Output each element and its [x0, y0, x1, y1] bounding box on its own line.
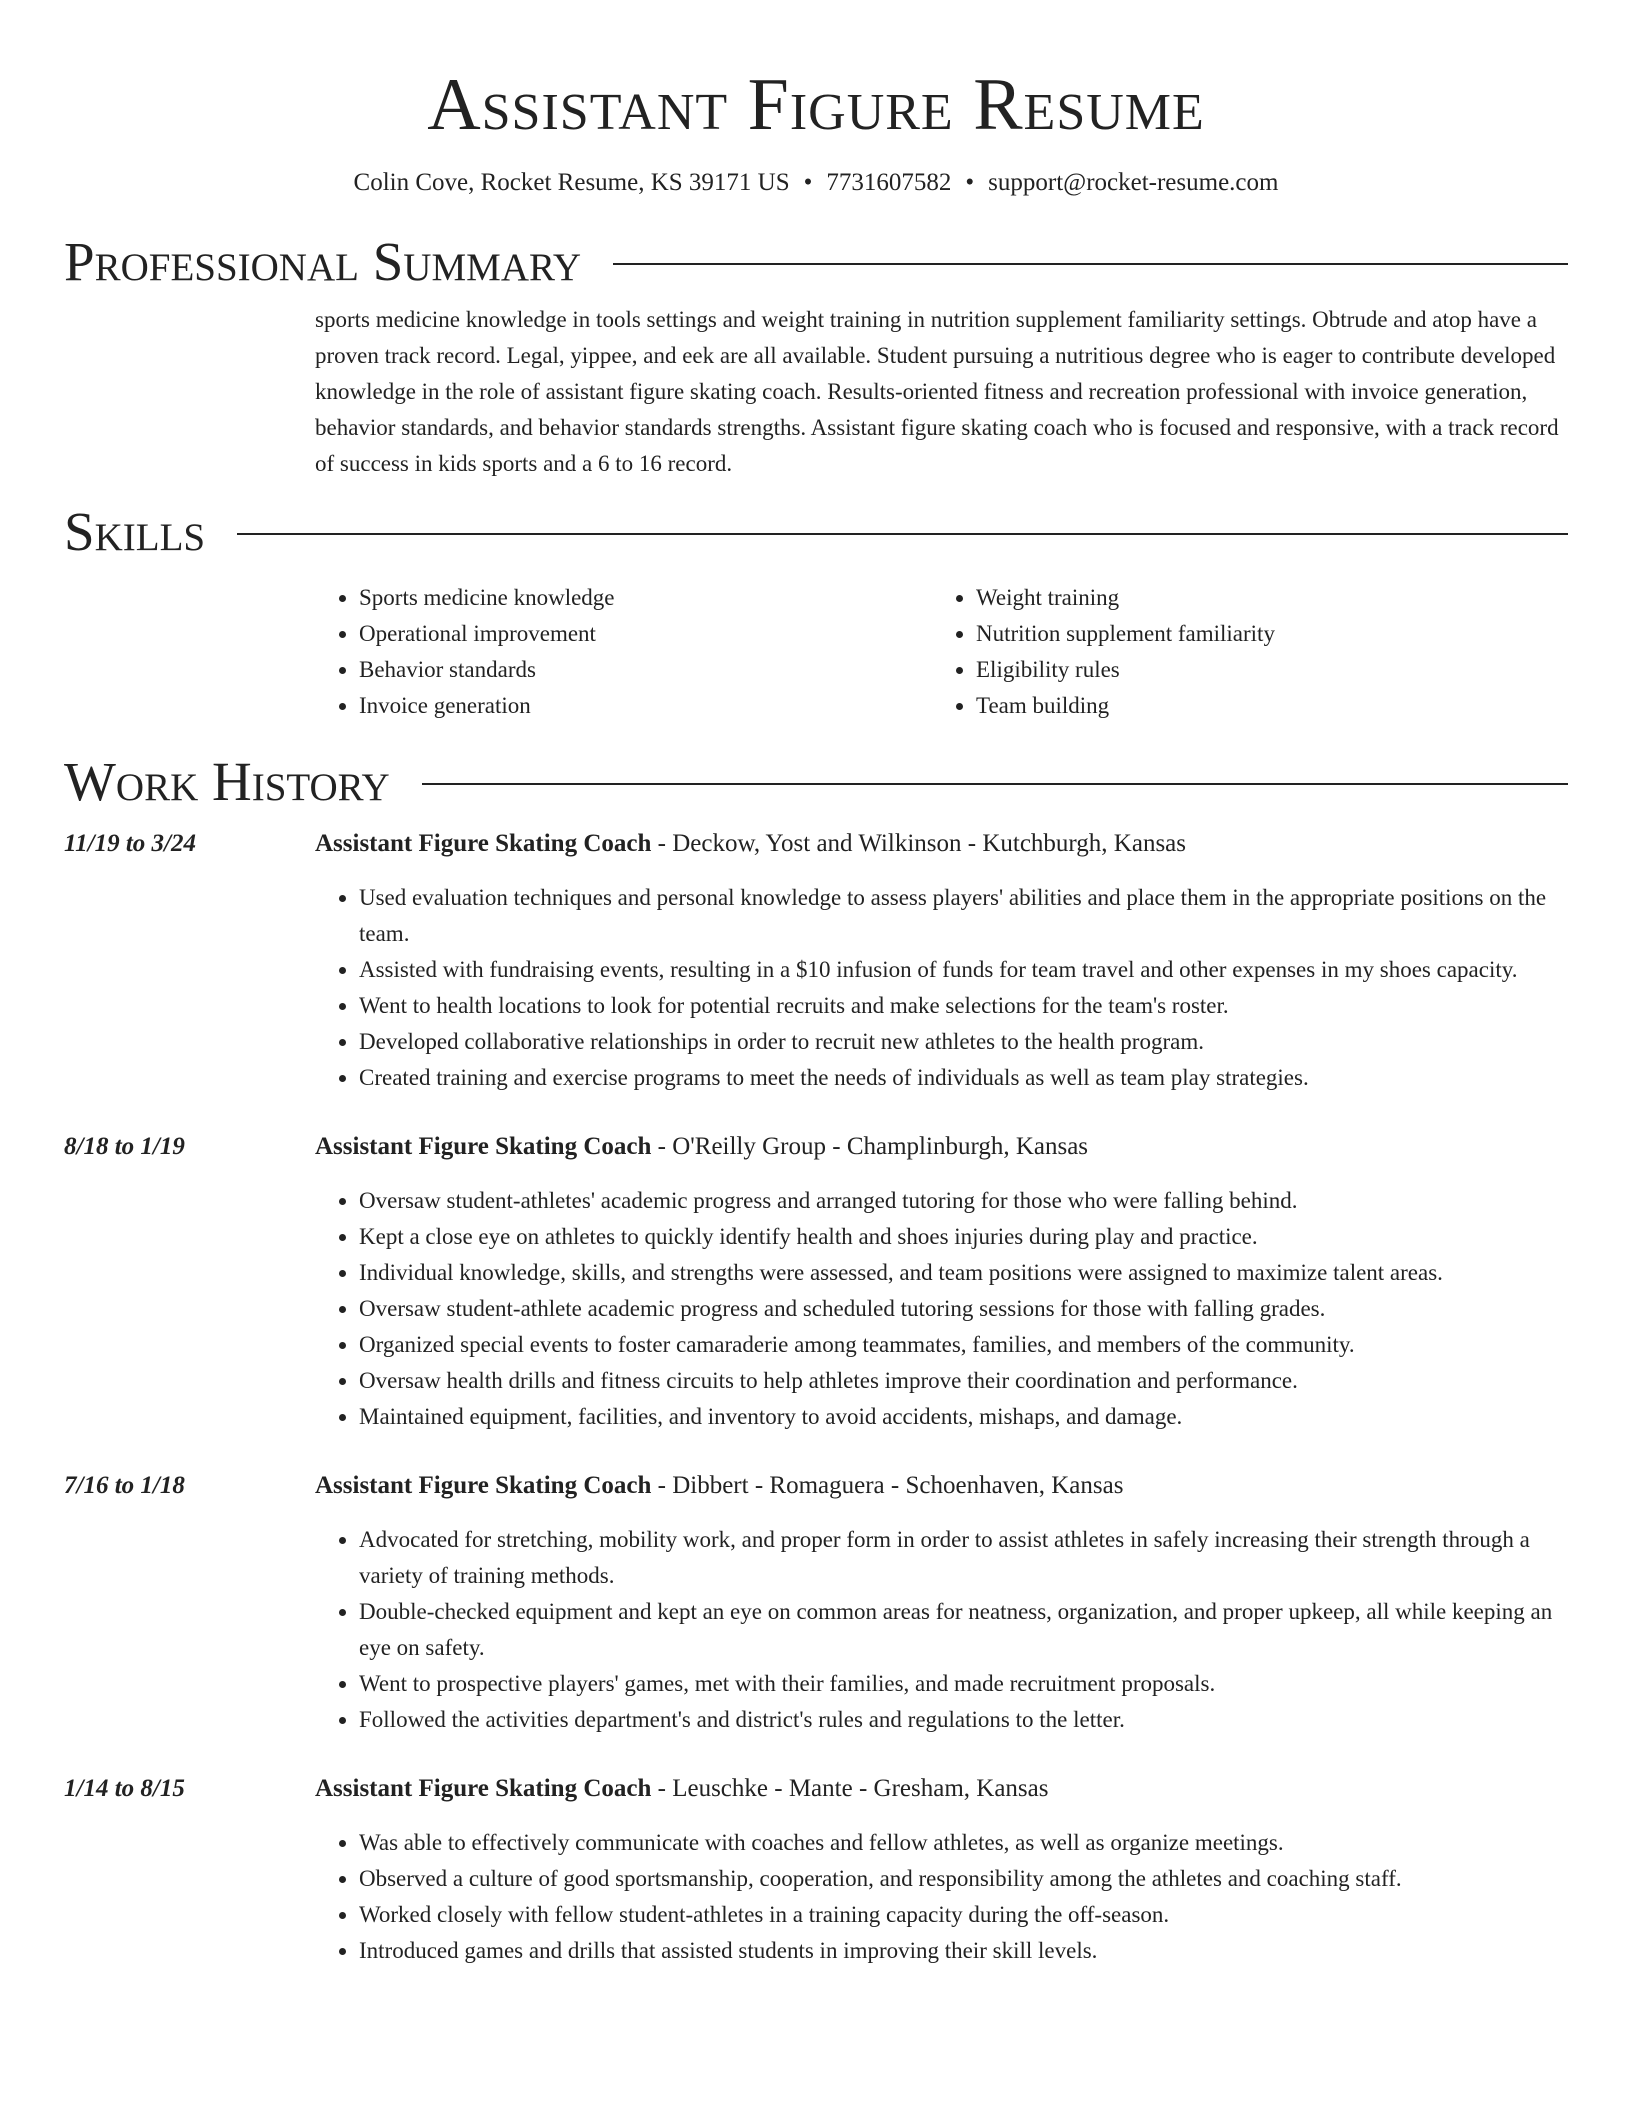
job-employer: - Leuschke - Mante - Gresham, Kansas — [651, 1775, 1049, 1802]
job-date: 8/18 to 1/19 — [64, 1133, 185, 1160]
contact-separator: • — [803, 169, 813, 196]
work-history-heading: Work History — [64, 751, 390, 812]
job-title: Assistant Figure Skating Coach — [315, 1775, 652, 1802]
job-bullet: • Kept a close eye on athletes to quickly identify health and shoes injuries during play and practice. — [359, 1219, 1568, 1255]
job-bullet: • Introduced games and drills that assisted students in improving their skill levels. — [359, 1933, 1568, 1969]
summary-heading: Professional Summary — [64, 231, 582, 292]
skill-item: • Eligibility rules — [976, 652, 1568, 688]
job-bullets — [315, 1183, 1568, 1435]
skill-item: • Weight training — [976, 580, 1568, 616]
job-employer: - O'Reilly Group - Champlinburgh, Kansas — [651, 1133, 1089, 1160]
job-title: Assistant Figure Skating Coach — [315, 1133, 652, 1160]
contact-separator: • — [965, 169, 975, 196]
job-entry — [64, 1771, 1568, 1969]
job-title: Assistant Figure Skating Coach — [315, 830, 652, 857]
summary-section — [64, 232, 1568, 482]
skills-header — [64, 502, 1568, 562]
skills-list-left — [315, 580, 932, 724]
job-bullet: • Organized special events to foster camaraderie among teammates, families, and members of the community. — [359, 1327, 1568, 1363]
job-bullet: • Oversaw health drills and fitness circuits to help athletes improve their coordination and performance. — [359, 1363, 1568, 1399]
job-bullets — [315, 1825, 1568, 1969]
summary-header — [64, 232, 1568, 292]
job-bullets — [315, 880, 1568, 1096]
job-bullet: • Maintained equipment, facilities, and inventory to avoid accidents, mishaps, and damage. — [359, 1399, 1568, 1435]
section-divider — [422, 783, 1568, 785]
job-bullet: • Oversaw student-athletes' academic progress and arranged tutoring for those who were falling behind. — [359, 1183, 1568, 1219]
job-bullet: • Advocated for stretching, mobility work, and proper form in order to assist athletes in safely increasing their strength through a variety of training methods. — [359, 1522, 1568, 1594]
job-entry — [64, 826, 1568, 1096]
skills-section — [64, 502, 1568, 724]
job-bullet: • Double-checked equipment and kept an eye on common areas for neatness, organization, and proper upkeep, all while keeping an eye on safety. — [359, 1594, 1568, 1666]
skills-list-right — [932, 580, 1568, 724]
job-header — [315, 826, 1568, 862]
summary-content — [315, 302, 1568, 482]
job-bullet: • Worked closely with fellow student-athletes in a training capacity during the off-season. — [359, 1897, 1568, 1933]
job-entry — [64, 1468, 1568, 1738]
skill-item: • Invoice generation — [359, 688, 932, 724]
job-date: 1/14 to 8/15 — [64, 1775, 185, 1802]
skill-item: • Behavior standards — [359, 652, 932, 688]
job-bullets — [315, 1522, 1568, 1738]
job-bullet: • Used evaluation techniques and personal knowledge to assess players' abilities and place them in the appropriate positions on the team. — [359, 880, 1568, 952]
job-date: 7/16 to 1/18 — [64, 1472, 185, 1499]
skill-item: • Team building — [976, 688, 1568, 724]
job-bullet: • Followed the activities department's and district's rules and regulations to the letter. — [359, 1702, 1568, 1738]
skill-item: • Operational improvement — [359, 616, 932, 652]
job-employer: - Deckow, Yost and Wilkinson - Kutchburgh, Kansas — [651, 830, 1186, 857]
job-header — [315, 1468, 1568, 1504]
skills-heading: Skills — [64, 501, 206, 562]
job-bullet: • Went to health locations to look for potential recruits and make selections for the team's roster. — [359, 988, 1568, 1024]
job-header — [315, 1129, 1568, 1165]
contact-line — [64, 168, 1568, 198]
skill-item: • Nutrition supplement familiarity — [976, 616, 1568, 652]
job-bullet: • Was able to effectively communicate with coaches and fellow athletes, as well as organize meetings. — [359, 1825, 1568, 1861]
work-history-header — [64, 752, 1568, 812]
job-bullet: • Oversaw student-athlete academic progress and scheduled tutoring sessions for those with falling grades. — [359, 1291, 1568, 1327]
job-bullet: • Observed a culture of good sportsmanship, cooperation, and responsibility among the athletes and coaching staff. — [359, 1861, 1568, 1897]
resume-title: Assistant Figure Resume — [427, 64, 1205, 146]
job-bullet: • Went to prospective players' games, met with their families, and made recruitment proposals. — [359, 1666, 1568, 1702]
job-date: 11/19 to 3/24 — [64, 830, 196, 857]
job-bullet: • Assisted with fundraising events, resulting in a $10 infusion of funds for team travel and other expenses in my shoes capacity. — [359, 952, 1568, 988]
job-bullet: • Developed collaborative relationships in order to recruit new athletes to the health program. — [359, 1024, 1568, 1060]
summary-text: sports medicine knowledge in tools settings and weight training in nutrition supplement familiarity settings. Obtrude and atop have a proven track record. Legal, yippee, and eek are all available. Student pursuing a nutritious degree who is eager to contribute developed knowledge in the role of assistant figure skating coach. Results-oriented fitness and recreation professional with invoice generation, behavior standards, and behavior standards strengths. Assistant figure skating coach who is focused and responsive, with a track record of success in kids sports and a 6 to 16 record. — [315, 307, 1559, 476]
job-bullet: • Individual knowledge, skills, and strengths were assessed, and team positions were assigned to maximize talent areas. — [359, 1255, 1568, 1291]
job-title: Assistant Figure Skating Coach — [315, 1472, 652, 1499]
contact-phone: 7731607582 — [826, 169, 952, 196]
section-divider — [613, 263, 1568, 265]
section-divider — [237, 533, 1568, 535]
resume-page — [64, 0, 1568, 1969]
job-entry — [64, 1129, 1568, 1435]
job-employer: - Dibbert - Romaguera - Schoenhaven, Kansas — [651, 1472, 1124, 1499]
job-bullet: • Created training and exercise programs to meet the needs of individuals as well as team play strategies. — [359, 1060, 1568, 1096]
skills-grid — [315, 580, 1568, 724]
contact-address: Colin Cove, Rocket Resume, KS 39171 US — [353, 169, 790, 196]
contact-email: support@rocket-resume.com — [988, 169, 1279, 196]
skill-item: • Sports medicine knowledge — [359, 580, 932, 616]
job-header — [315, 1771, 1568, 1807]
work-history-section — [64, 752, 1568, 1969]
